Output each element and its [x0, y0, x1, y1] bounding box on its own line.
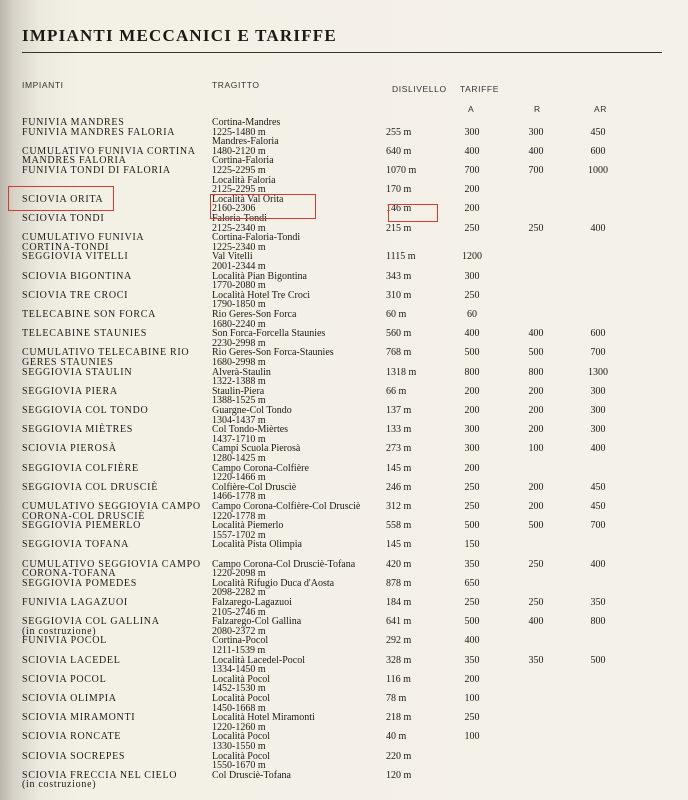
row-route: 1225-1480 m	[212, 126, 266, 138]
row-name: CUMULATIVO FUNIVIA	[22, 232, 145, 244]
row-dislivello: 343 m	[386, 270, 412, 282]
header-a: A	[468, 104, 475, 114]
highlight-box-route	[210, 194, 316, 219]
row-route: Località Pocol	[212, 731, 271, 743]
row-tariff-a: 100	[464, 693, 480, 704]
row-route: Campo Corona-Col Drusciè-Tofana	[212, 558, 356, 570]
row-tariff-ar: 450	[590, 501, 606, 512]
row-dislivello: 640 m	[386, 145, 412, 157]
row-route: 1790-1850 m	[212, 299, 266, 311]
row-name: SCIOVIA ORITA	[22, 193, 104, 205]
row-route: Faloria-Tondi	[212, 213, 267, 224]
row-tariff-ar: 300	[590, 405, 606, 416]
row-route: Campo Corona-Colfière-Col Drusciè	[212, 501, 361, 512]
row-route: Località Hotel Tre Croci	[212, 289, 311, 301]
row-dislivello: 420 m	[386, 558, 412, 570]
row-route: 2125-2340 m	[212, 222, 266, 234]
row-route: Località Lacedel-Pocol	[212, 654, 306, 666]
row-route: 1550-1670 m	[212, 760, 266, 772]
row-route: Son Forca-Forcella Staunies	[212, 328, 326, 340]
row-name: SCIOVIA LACEDEL	[22, 654, 121, 666]
row-dislivello: 146 m	[386, 203, 412, 215]
row-name: SEGGIOVIA PIEMERLO	[22, 520, 141, 532]
row-tariff-a: 100	[464, 731, 480, 743]
row-tariff-r: 250	[528, 558, 544, 570]
row-route: Alverà-Staulin	[212, 366, 271, 378]
row-route: Località Pocol	[212, 693, 271, 704]
row-tariff-a: 250	[464, 597, 480, 608]
row-tariff-a: 400	[464, 328, 480, 340]
row-route: 1680-2998 m	[212, 357, 266, 368]
row-route: 1220-1466 m	[212, 472, 266, 484]
row-route: 1330-1550 m	[212, 741, 266, 752]
row-name: SEGGIOVIA PIERA	[22, 385, 118, 397]
row-name: SCIOVIA OLIMPIA	[22, 693, 117, 704]
row-tariff-r: 400	[528, 616, 544, 628]
row-name: SCIOVIA MIRAMONTI	[22, 712, 136, 724]
row-tariff-r: 100	[528, 443, 544, 455]
row-route: Cortina-Mandres	[212, 117, 281, 128]
row-name: SEGGIOVIA COLFIÈRE	[22, 462, 139, 474]
row-tariff-r: 250	[528, 222, 544, 234]
row-dislivello: 328 m	[386, 654, 412, 666]
row-tariff-r: 500	[528, 347, 544, 359]
row-route: Staulin-Piera	[212, 385, 265, 397]
row-tariff-ar: 400	[590, 443, 606, 455]
row-route: 2160-2306	[212, 203, 256, 215]
row-tariff-ar: 450	[590, 126, 606, 138]
row-tariff-r: 800	[528, 366, 544, 378]
row-tariff-a: 1200	[462, 251, 482, 263]
row-name: SCIOVIA SOCREPES	[22, 750, 126, 762]
row-name: CORONA-COL DRUSCIÈ	[22, 510, 146, 522]
row-name: SEGGIOVIA VITELLI	[22, 251, 129, 263]
row-tariff-ar: 400	[590, 558, 606, 570]
row-name: CUMULATIVO SEGGIOVIA CAMPO	[22, 558, 201, 570]
row-route: Rio Geres-Son Forca	[212, 309, 297, 320]
row-route: Campi Scuola Pierosà	[212, 443, 301, 455]
row-tariff-r: 200	[528, 501, 544, 512]
row-tariff-a: 500	[464, 347, 480, 359]
row-name: SEGGIOVIA TOFANA	[22, 539, 130, 551]
row-name: (in costruzione)	[22, 625, 97, 637]
row-dislivello: 184 m	[386, 597, 412, 608]
row-dislivello: 255 m	[386, 126, 412, 138]
row-tariff-a: 350	[464, 558, 480, 570]
row-dislivello: 273 m	[386, 443, 412, 455]
row-dislivello: 60 m	[386, 309, 407, 320]
row-route: Rio Geres-Son Forca-Staunies	[212, 347, 334, 359]
row-tariff-r: 200	[528, 424, 544, 436]
row-dislivello: 312 m	[386, 501, 412, 512]
row-tariff-a: 800	[464, 366, 480, 378]
row-route: Cortina-Pocol	[212, 635, 269, 647]
row-route: Località Val Orita	[212, 193, 284, 205]
row-tariff-ar: 600	[590, 145, 606, 157]
row-route: Val Vitelli	[212, 251, 253, 263]
row-tariff-ar: 1300	[588, 366, 608, 378]
row-route: 1452-1530 m	[212, 683, 266, 695]
row-route: Località Piemerlo	[212, 520, 284, 532]
row-dislivello: 78 m	[386, 693, 407, 704]
row-name: SEGGIOVIA POMEDES	[22, 577, 137, 589]
row-tariff-ar: 350	[590, 597, 606, 608]
page-title: IMPIANTI MECCANICI E TARIFFE	[22, 26, 337, 45]
row-name: GERES STAUNIES	[22, 357, 114, 368]
row-route: 1211-1539 m	[212, 645, 266, 656]
row-route: Falzarego-Lagazuoi	[212, 597, 292, 608]
row-name: SCIOVIA BIGONTINA	[22, 270, 132, 282]
row-route: 2230-2998 m	[212, 337, 266, 349]
row-dislivello: 878 m	[386, 577, 412, 589]
row-tariff-a: 300	[464, 424, 480, 436]
row-route: 1480-2120 m	[212, 145, 266, 157]
row-tariff-a: 250	[464, 712, 480, 724]
row-route: 2080-2372 m	[212, 625, 266, 637]
row-name: TELECABINE SON FORCA	[22, 309, 157, 320]
row-name: TELECABINE STAUNIES	[22, 328, 147, 340]
row-route: Località Hotel Miramonti	[212, 712, 315, 724]
row-route: 1680-2240 m	[212, 318, 266, 330]
row-tariff-a: 200	[464, 385, 480, 397]
row-name: FUNIVIA MANDRES	[22, 117, 125, 128]
row-route: Guargne-Col Tondo	[212, 405, 292, 416]
row-route: Località Rifugio Duca d'Aosta	[212, 577, 335, 589]
row-name: SCIOVIA FRECCIA NEL CIELO	[22, 769, 178, 781]
row-dislivello: 145 m	[386, 539, 412, 551]
row-route: 1220-2098 m	[212, 568, 266, 580]
row-tariff-r: 200	[528, 385, 544, 397]
row-route: Località Pocol	[212, 673, 271, 685]
row-route: 2001-2344 m	[212, 261, 266, 272]
row-tariff-a: 300	[464, 270, 480, 282]
highlight-box-name	[8, 186, 114, 211]
row-route: 2105-2746 m	[212, 606, 266, 618]
row-route: 2098-2282 m	[212, 587, 266, 599]
row-route: Mandres-Faloria	[212, 136, 279, 148]
row-tariff-a: 200	[464, 673, 480, 685]
row-name: SEGGIOVIA COL GALLINA	[22, 616, 160, 628]
row-dislivello: 1115 m	[386, 251, 416, 263]
row-route: 1770-2080 m	[212, 280, 266, 292]
row-tariff-ar: 1000	[588, 165, 608, 176]
row-dislivello: 768 m	[386, 347, 412, 359]
row-dislivello: 220 m	[386, 750, 412, 762]
row-tariff-a: 400	[464, 145, 480, 157]
header-tariffe: TARIFFE	[460, 84, 499, 94]
row-dislivello: 66 m	[386, 385, 407, 397]
row-tariff-a: 700	[464, 165, 480, 176]
row-tariff-r: 200	[528, 405, 544, 416]
row-tariff-ar: 400	[590, 222, 606, 234]
row-tariff-a: 500	[464, 520, 480, 532]
row-tariff-ar: 300	[590, 424, 606, 436]
row-route: 1557-1702 m	[212, 529, 266, 541]
row-route: Cortina-Faloria-Tondi	[212, 232, 301, 244]
row-name: FUNIVIA LAGAZUOI	[22, 597, 128, 608]
row-tariff-a: 250	[464, 222, 480, 234]
row-name: SEGGIOVIA MIÈTRES	[22, 424, 134, 436]
row-dislivello: 641 m	[386, 616, 412, 628]
row-route: 2125-2295 m	[212, 184, 266, 196]
row-name: SCIOVIA TRE CROCI	[22, 289, 129, 301]
header-impianti: IMPIANTI	[22, 80, 64, 90]
row-dislivello: 558 m	[386, 520, 412, 532]
row-route: Località Pocol	[212, 750, 271, 762]
row-tariff-ar: 500	[590, 654, 606, 666]
row-tariff-a: 250	[464, 289, 480, 301]
row-tariff-a: 250	[464, 501, 480, 512]
row-route: 1334-1450 m	[212, 664, 266, 676]
row-tariff-a: 200	[464, 184, 480, 196]
row-tariff-ar: 700	[590, 347, 606, 359]
row-tariff-r: 400	[528, 145, 544, 157]
row-name: CUMULATIVO TELECABINE RIO	[22, 347, 190, 359]
row-route: 1437-1710 m	[212, 433, 266, 445]
row-dislivello: 310 m	[386, 289, 412, 301]
row-dislivello: 246 m	[386, 481, 412, 493]
row-tariff-a: 300	[464, 126, 480, 138]
row-dislivello: 137 m	[386, 405, 412, 416]
row-dislivello: 218 m	[386, 712, 412, 724]
highlight-box-dislivello	[388, 204, 438, 222]
row-route: 1220-1260 m	[212, 721, 266, 733]
row-name: SCIOVIA TONDI	[22, 213, 105, 224]
row-name: FUNIVIA TONDI DI FALORIA	[22, 165, 171, 176]
row-route: 1225-2295 m	[212, 165, 266, 176]
row-dislivello: 116 m	[386, 673, 411, 685]
row-name: SCIOVIA PIEROSÀ	[22, 443, 117, 455]
row-route: Località Pista Olimpia	[212, 539, 302, 551]
row-route: 1225-2340 m	[212, 241, 266, 253]
row-route: Falzarego-Col Gallina	[212, 616, 302, 628]
row-name: (in costruzione)	[22, 779, 97, 791]
row-name: FUNIVIA POCOL	[22, 635, 107, 647]
row-dislivello: 133 m	[386, 424, 412, 436]
row-route: Col Drusciè-Tofana	[212, 769, 291, 781]
row-route: Cortina-Faloria	[212, 155, 274, 167]
row-route: Colfière-Col Drusciè	[212, 481, 297, 493]
row-tariff-a: 60	[467, 309, 477, 320]
row-tariff-a: 400	[464, 635, 480, 647]
row-route: Col Tondo-Mièrtes	[212, 424, 289, 436]
row-route: Località Pian Bigontina	[212, 270, 307, 282]
header-r: R	[534, 104, 541, 114]
row-route: 1466-1778 m	[212, 491, 266, 503]
row-name: CORONA-TOFANA	[22, 568, 117, 580]
row-tariff-a: 200	[464, 203, 480, 215]
row-tariff-a: 200	[464, 462, 480, 474]
row-dislivello: 215 m	[386, 222, 412, 234]
row-name: FUNIVIA MANDRES FALORIA	[22, 126, 176, 138]
row-name: SEGGIOVIA COL DRUSCIÈ	[22, 481, 158, 493]
row-tariff-a: 200	[464, 405, 480, 416]
row-tariff-ar: 700	[590, 520, 606, 532]
row-tariff-a: 250	[464, 481, 480, 493]
row-name: CUMULATIVO FUNIVIA CORTINA	[22, 145, 196, 157]
row-tariff-ar: 800	[590, 616, 606, 628]
row-tariff-ar: 600	[590, 328, 606, 340]
row-route: 1450-1668 m	[212, 702, 266, 714]
row-dislivello: 145 m	[386, 462, 412, 474]
row-route: 1304-1437 m	[212, 414, 266, 426]
row-tariff-a: 150	[464, 539, 480, 551]
row-tariff-ar: 450	[590, 481, 606, 493]
row-route: Campo Corona-Colfière	[212, 462, 309, 474]
header-tragitto: TRAGITTO	[212, 80, 260, 90]
row-tariff-r: 500	[528, 520, 544, 532]
row-route: 1322-1388 m	[212, 376, 266, 388]
row-name: SEGGIOVIA COL TONDO	[22, 405, 149, 416]
title-rule	[22, 52, 662, 53]
header-dislivello: DISLIVELLO	[392, 84, 447, 94]
row-dislivello: 170 m	[386, 184, 412, 196]
row-tariff-r: 350	[528, 654, 544, 666]
row-route: 1388-1525 m	[212, 395, 266, 407]
row-route: 1220-1778 m	[212, 510, 266, 522]
row-name: SCIOVIA POCOL	[22, 673, 107, 685]
row-dislivello: 120 m	[386, 769, 412, 781]
row-route: 1280-1425 m	[212, 453, 266, 464]
row-dislivello: 1070 m	[386, 165, 417, 176]
row-name: SEGGIOVIA STAULIN	[22, 366, 133, 378]
row-tariff-a: 500	[464, 616, 480, 628]
row-dislivello: 560 m	[386, 328, 412, 340]
row-tariff-r: 700	[528, 165, 544, 176]
row-dislivello: 292 m	[386, 635, 412, 647]
row-tariff-r: 400	[528, 328, 544, 340]
row-tariff-a: 300	[464, 443, 480, 455]
row-name: CORTINA-TONDI	[22, 241, 110, 253]
row-route: Località Faloria	[212, 174, 276, 186]
row-tariff-r: 300	[528, 126, 544, 138]
row-tariff-a: 350	[464, 654, 480, 666]
row-name: SCIOVIA RONCATE	[22, 731, 122, 743]
row-tariff-r: 250	[528, 597, 544, 608]
row-dislivello: 40 m	[386, 731, 407, 743]
row-name: MANDRES FALORIA	[22, 155, 127, 167]
row-tariff-ar: 300	[590, 385, 606, 397]
row-name: CUMULATIVO SEGGIOVIA CAMPO	[22, 501, 201, 512]
row-tariff-r: 200	[528, 481, 544, 493]
row-tariff-a: 650	[464, 577, 480, 589]
row-dislivello: 1318 m	[386, 366, 417, 378]
header-ar: AR	[594, 104, 608, 114]
